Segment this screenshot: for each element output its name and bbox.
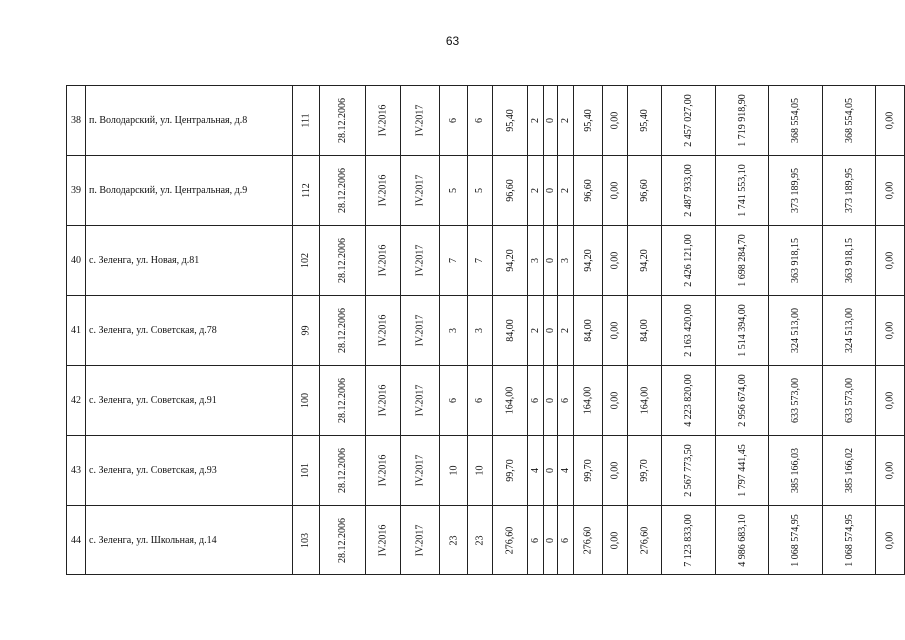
table-cell (602, 86, 627, 156)
cell-value: 0,00 (884, 251, 896, 270)
cell-value: 164,00 (639, 386, 651, 415)
table-cell (320, 156, 366, 226)
table-cell (292, 506, 319, 575)
table-cell (558, 436, 574, 506)
table-cell (543, 156, 558, 226)
cell-value: 385 166,02 (843, 448, 855, 493)
cell-value: 324 513,00 (843, 308, 855, 353)
cell-value: IV.2016 (377, 104, 389, 137)
table-cell (366, 296, 401, 366)
table-cell (543, 436, 558, 506)
table-cell (822, 436, 876, 506)
cell-value: 95,40 (582, 109, 594, 132)
table-cell (400, 506, 440, 575)
cell-value: 10 (448, 465, 460, 476)
table-cell (662, 296, 716, 366)
cell-value: 0,00 (609, 321, 621, 340)
cell-value: 373 189,95 (843, 168, 855, 213)
table-cell (574, 156, 603, 226)
table-cell (822, 366, 876, 436)
cell-value: 28.12.2006 (337, 517, 349, 563)
table-cell (440, 506, 468, 575)
table-cell (769, 366, 823, 436)
table-cell (468, 296, 493, 366)
table-cell (602, 436, 627, 506)
table-row (67, 296, 905, 366)
table-cell (528, 366, 543, 436)
address-cell: п. Володарский, ул. Центральная, д.8 (86, 86, 293, 156)
table-cell (769, 296, 823, 366)
table-row (67, 366, 905, 436)
cell-value: 2 (529, 118, 541, 123)
address-cell: с. Зеленга, ул. Советская, д.91 (86, 366, 293, 436)
cell-value: 2 487 933,00 (683, 164, 695, 217)
table-cell (543, 226, 558, 296)
table-cell (876, 366, 905, 436)
cell-value: IV.2016 (377, 384, 389, 417)
cell-value: 0 (544, 537, 556, 543)
table-cell (366, 86, 401, 156)
cell-value: 0,00 (884, 321, 896, 340)
table-cell (715, 156, 769, 226)
cell-value: 95,40 (639, 109, 651, 132)
cell-value: 1 719 918,90 (736, 94, 748, 147)
cell-value: 2 (560, 328, 572, 333)
cell-value: 7 (474, 258, 486, 263)
table-cell (662, 506, 716, 575)
table-cell (543, 86, 558, 156)
table-cell (492, 226, 528, 296)
address-cell: с. Зеленга, ул. Новая, д.81 (86, 226, 293, 296)
cell-value: 28.12.2006 (337, 238, 349, 283)
cell-value: IV.2017 (414, 384, 426, 417)
table-cell (292, 226, 319, 296)
cell-value: 28.12.2006 (337, 448, 349, 493)
table-cell (769, 506, 823, 575)
address-cell: с. Зеленга, ул. Советская, д.93 (86, 436, 293, 506)
row-number: 39 (67, 156, 86, 226)
cell-value: 3 (529, 258, 541, 263)
cell-value: 84,00 (639, 319, 651, 342)
cell-value: 111 (300, 113, 312, 128)
table-cell (292, 436, 319, 506)
cell-value: 112 (300, 183, 312, 198)
table-cell (558, 366, 574, 436)
cell-value: 0 (544, 328, 556, 333)
table-cell (715, 366, 769, 436)
cell-value: 0 (544, 118, 556, 123)
table-cell (400, 296, 440, 366)
table-cell (822, 506, 876, 575)
table-cell (876, 86, 905, 156)
table-cell (528, 296, 543, 366)
cell-value: 2 (529, 188, 541, 193)
table-cell (876, 226, 905, 296)
table-cell (602, 506, 627, 575)
cell-value: 23 (474, 535, 486, 545)
table-cell (468, 156, 493, 226)
table-cell (558, 226, 574, 296)
cell-value: 7 123 833,00 (683, 513, 695, 567)
row-number: 40 (67, 226, 86, 296)
cell-value: 0,00 (884, 391, 896, 410)
cell-value: 96,60 (582, 179, 594, 202)
cell-value: 6 (448, 118, 460, 123)
table-cell (558, 296, 574, 366)
table-cell (822, 156, 876, 226)
table-row (67, 506, 905, 575)
cell-value: 6 (529, 537, 541, 543)
table-cell (574, 296, 603, 366)
cell-value: 103 (300, 532, 312, 548)
cell-value: IV.2016 (377, 314, 389, 347)
table-cell (292, 86, 319, 156)
cell-value: 99,70 (639, 459, 651, 482)
cell-value: 3 (448, 328, 460, 333)
table-cell (876, 156, 905, 226)
cell-value: 100 (300, 393, 312, 408)
table-cell (627, 296, 662, 366)
cell-value: 2 (529, 328, 541, 333)
cell-value: 0 (544, 468, 556, 473)
table-cell (320, 506, 366, 575)
cell-value: 164,00 (582, 386, 594, 415)
table-cell (366, 226, 401, 296)
table-cell (468, 436, 493, 506)
table-cell (400, 366, 440, 436)
cell-value: 1 068 574,95 (790, 513, 802, 567)
cell-value: 1 698 284,70 (736, 234, 748, 287)
cell-value: IV.2016 (377, 454, 389, 487)
cell-value: 6 (474, 118, 486, 123)
cell-value: 633 573,00 (790, 378, 802, 423)
table-cell (543, 296, 558, 366)
table-cell (574, 86, 603, 156)
cell-value: 363 918,15 (790, 238, 802, 283)
cell-value: 385 166,03 (790, 448, 802, 493)
table-cell (662, 366, 716, 436)
table-cell (492, 156, 528, 226)
cell-value: 2 426 121,00 (683, 234, 695, 287)
table-cell (492, 366, 528, 436)
table-cell (715, 226, 769, 296)
cell-value: 3 (560, 258, 572, 263)
table-cell (627, 506, 662, 575)
cell-value: 101 (300, 463, 312, 478)
cell-value: 28.12.2006 (337, 378, 349, 423)
cell-value: 1 068 574,95 (843, 513, 855, 567)
cell-value: 0,00 (884, 461, 896, 480)
cell-value: 1 514 394,00 (736, 304, 748, 357)
table-cell (574, 506, 603, 575)
table-cell (715, 296, 769, 366)
table-cell (440, 296, 468, 366)
table-cell (574, 436, 603, 506)
cell-value: 0,00 (609, 111, 621, 130)
table-cell (543, 366, 558, 436)
row-number: 43 (67, 436, 86, 506)
table-cell (528, 436, 543, 506)
table-cell (528, 506, 543, 575)
cell-value: IV.2017 (414, 524, 426, 556)
cell-value: 99 (300, 325, 312, 336)
table-cell (492, 296, 528, 366)
cell-value: 28.12.2006 (337, 168, 349, 213)
cell-value: 0 (544, 398, 556, 403)
cell-value: 363 918,15 (843, 238, 855, 283)
cell-value: IV.2017 (414, 244, 426, 277)
table-cell (440, 436, 468, 506)
address-cell: с. Зеленга, ул. Советская, д.78 (86, 296, 293, 366)
cell-value: IV.2017 (414, 104, 426, 137)
cell-value: 6 (474, 398, 486, 403)
table-cell (876, 296, 905, 366)
table-cell (822, 296, 876, 366)
table-cell (440, 156, 468, 226)
cell-value: 23 (448, 535, 460, 545)
cell-value: 4 223 820,00 (683, 374, 695, 427)
cell-value: 84,00 (504, 319, 516, 342)
cell-value: 94,20 (639, 249, 651, 272)
table-cell (366, 156, 401, 226)
cell-value: 2 (560, 188, 572, 193)
table-cell (492, 506, 528, 575)
table-cell (366, 506, 401, 575)
table-cell (400, 86, 440, 156)
cell-value: 2 457 027,00 (683, 94, 695, 147)
cell-value: 102 (300, 253, 312, 268)
table-cell (662, 226, 716, 296)
table-cell (320, 86, 366, 156)
cell-value: 0,00 (609, 391, 621, 410)
table-cell (528, 156, 543, 226)
table-cell (769, 226, 823, 296)
table-cell (627, 366, 662, 436)
table-row (67, 156, 905, 226)
table-cell (528, 86, 543, 156)
cell-value: IV.2016 (377, 524, 389, 556)
address-cell: с. Зеленга, ул. Школьная, д.14 (86, 506, 293, 575)
table-cell (876, 436, 905, 506)
table-cell (602, 366, 627, 436)
table-cell (468, 366, 493, 436)
cell-value: 95,40 (504, 109, 516, 132)
cell-value: 0 (544, 258, 556, 263)
table-cell (492, 86, 528, 156)
cell-value: 0,00 (884, 531, 896, 549)
table-cell (320, 296, 366, 366)
table-cell (400, 156, 440, 226)
table-cell (662, 156, 716, 226)
cell-value: 3 (474, 328, 486, 333)
table-cell (715, 86, 769, 156)
table-cell (662, 436, 716, 506)
cell-value: 4 986 683,10 (736, 513, 748, 567)
cell-value: 96,60 (639, 179, 651, 202)
cell-value: 1 797 441,45 (736, 444, 748, 497)
cell-value: 99,70 (504, 459, 516, 482)
cell-value: 368 554,05 (790, 98, 802, 143)
table-cell (769, 86, 823, 156)
table-row (67, 226, 905, 296)
table-cell (492, 436, 528, 506)
cell-value: 6 (560, 537, 572, 543)
table-cell (627, 86, 662, 156)
cell-value: 99,70 (582, 459, 594, 482)
cell-value: 276,60 (639, 526, 651, 554)
table-cell (558, 506, 574, 575)
cell-value: 6 (560, 398, 572, 403)
cell-value: 0,00 (609, 461, 621, 480)
table-cell (662, 86, 716, 156)
cell-value: 0,00 (609, 181, 621, 200)
cell-value: 633 573,00 (843, 378, 855, 423)
table-cell (320, 366, 366, 436)
cell-value: 94,20 (504, 249, 516, 272)
table-cell (769, 436, 823, 506)
table-cell (769, 156, 823, 226)
cell-value: 324 513,00 (790, 308, 802, 353)
table-cell (602, 156, 627, 226)
cell-value: 2 956 674,00 (736, 374, 748, 427)
table-cell (602, 226, 627, 296)
cell-value: 368 554,05 (843, 98, 855, 143)
cell-value: 2 163 420,00 (683, 304, 695, 357)
cell-value: 10 (474, 465, 486, 476)
cell-value: 96,60 (504, 179, 516, 202)
cell-value: 0,00 (609, 531, 621, 549)
cell-value: 373 189,95 (790, 168, 802, 213)
housing-table (66, 85, 905, 575)
table-row (67, 86, 905, 156)
cell-value: 7 (448, 258, 460, 263)
cell-value: 2 (560, 118, 572, 123)
cell-value: 0,00 (609, 251, 621, 270)
table-cell (320, 436, 366, 506)
cell-value: IV.2017 (414, 454, 426, 487)
table-cell (440, 86, 468, 156)
cell-value: 2 567 773,50 (683, 444, 695, 497)
table-cell (627, 436, 662, 506)
table-cell (822, 86, 876, 156)
table-cell (627, 156, 662, 226)
cell-value: 6 (448, 398, 460, 403)
table-cell (320, 226, 366, 296)
table-cell (627, 226, 662, 296)
table-cell (440, 366, 468, 436)
table-cell (366, 436, 401, 506)
table-cell (366, 366, 401, 436)
cell-value: 28.12.2006 (337, 308, 349, 353)
address-cell: п. Володарский, ул. Центральная, д.9 (86, 156, 293, 226)
table-cell (602, 296, 627, 366)
table-cell (558, 86, 574, 156)
cell-value: 0 (544, 188, 556, 193)
cell-value: IV.2017 (414, 174, 426, 207)
row-number: 41 (67, 296, 86, 366)
cell-value: 1 741 553,10 (736, 164, 748, 217)
table-cell (558, 156, 574, 226)
cell-value: 276,60 (582, 526, 594, 554)
table-cell (468, 226, 493, 296)
table-cell (574, 226, 603, 296)
table-cell (822, 226, 876, 296)
table-cell (715, 506, 769, 575)
table-cell (468, 506, 493, 575)
table-cell (292, 296, 319, 366)
row-number: 44 (67, 506, 86, 575)
cell-value: 4 (529, 468, 541, 473)
cell-value: 276,60 (504, 526, 516, 554)
table-cell (543, 506, 558, 575)
cell-value: 84,00 (582, 319, 594, 342)
cell-value: 0,00 (884, 181, 896, 200)
table-cell (440, 226, 468, 296)
table-cell (400, 436, 440, 506)
table-cell (876, 506, 905, 575)
cell-value: 28.12.2006 (337, 98, 349, 143)
table-cell (292, 366, 319, 436)
table-cell (400, 226, 440, 296)
cell-value: IV.2016 (377, 174, 389, 207)
page-number: 63 (445, 34, 460, 48)
cell-value: 6 (529, 398, 541, 403)
cell-value: 4 (560, 468, 572, 473)
cell-value: 94,20 (582, 249, 594, 272)
table-cell (292, 156, 319, 226)
row-number: 38 (67, 86, 86, 156)
cell-value: 0,00 (884, 111, 896, 130)
cell-value: IV.2016 (377, 244, 389, 277)
table-cell (468, 86, 493, 156)
cell-value: 5 (474, 188, 486, 193)
table-cell (528, 226, 543, 296)
cell-value: 5 (448, 188, 460, 193)
cell-value: IV.2017 (414, 314, 426, 347)
table-row (67, 436, 905, 506)
table-cell (715, 436, 769, 506)
cell-value: 164,00 (504, 386, 516, 415)
row-number: 42 (67, 366, 86, 436)
table-cell (574, 366, 603, 436)
